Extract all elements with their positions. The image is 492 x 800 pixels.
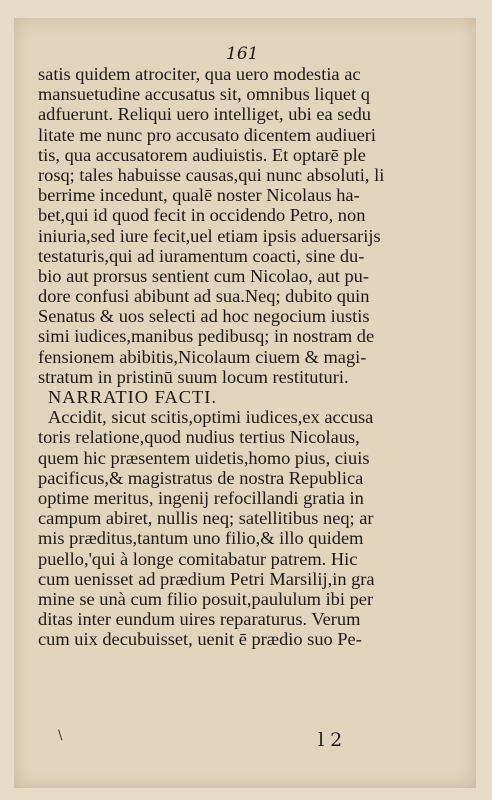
text-line: quem hic præsentem uidetis,homo pius, ciuis [38, 447, 370, 468]
text-line: mis præditus,tantum uno filio,& illo quidem [38, 528, 364, 549]
text-line: ditas inter eundum uires reparaturus. Verum [38, 609, 361, 630]
body-text [38, 64, 450, 649]
text-line: testaturis,qui ad iuramentum coacti, sine du- [38, 245, 365, 266]
text-line: cum uenisset ad prædium Petri Marsilij,in gra [38, 568, 375, 589]
text-line: Senatus & uos selecti ad hoc negocium iustis [38, 306, 370, 327]
text-line: stratum in pristinū suum locum restituturi. [38, 366, 349, 387]
text-line: litate me nunc pro accusato dicentem audiueri [38, 124, 377, 145]
text-line: satis quidem atrociter, qua uero modestia ac [38, 64, 361, 84]
signature-mark: l 2 [318, 729, 343, 751]
text-line: adfuerunt. Reliqui uero intelliget, ubi ea sedu [38, 104, 371, 125]
text-line: campum abiret, nullis neq; satellitibus neq; ar [38, 508, 374, 529]
text-line: mansuetudine accusatus sit, omnibus liquet q [38, 84, 371, 105]
text-line: simi iudices,manibus pedibusq; in nostram de [38, 326, 375, 347]
page-number: 161 [226, 44, 259, 64]
text-line: cum uix decubuisset, uenit ē prædio suo Pe- [38, 629, 362, 650]
text-line: optime meritus, ingenij refocillandi gratia in [38, 487, 364, 508]
text-line: rosq; tales habuisse causas,qui nunc absoluti, li [38, 164, 385, 185]
text-line: bet,qui id quod fecit in occidendo Petro, non [38, 205, 366, 226]
section-heading: NARRATIO FACTI. [48, 387, 217, 407]
text-line: mine se unà cum filio posuit,paululum ibi per [38, 588, 374, 609]
text-line: fensionem abibitis,Nicolaum ciuem & magi- [38, 346, 367, 367]
text-line: bio aut prorsus sentient cum Nicolao, aut pu- [38, 265, 369, 286]
text-line: puello,'qui à longe comitabatur patrem. Hic [38, 548, 358, 569]
text-line: berrime incedunt, qualē noster Nicolaus ha- [38, 185, 360, 206]
margin-mark: \ [58, 728, 63, 743]
text-line: Accidit, sicut scitis,optimi iudices,ex accusa [48, 407, 374, 428]
text-line: dore confusi abibunt ad sua.Neq; dubito quin [38, 286, 370, 307]
text-line: tis, qua accusatorem audiuistis. Et optarē ple [38, 144, 366, 165]
text-line: pacificus,& magistratus de nostra Republica [38, 467, 364, 488]
text-line: toris relatione,quod nudius tertius Nicolaus, [38, 427, 360, 448]
text-line: iniuria,sed iure fecit,uel etiam ipsis aduersarijs [38, 225, 381, 246]
